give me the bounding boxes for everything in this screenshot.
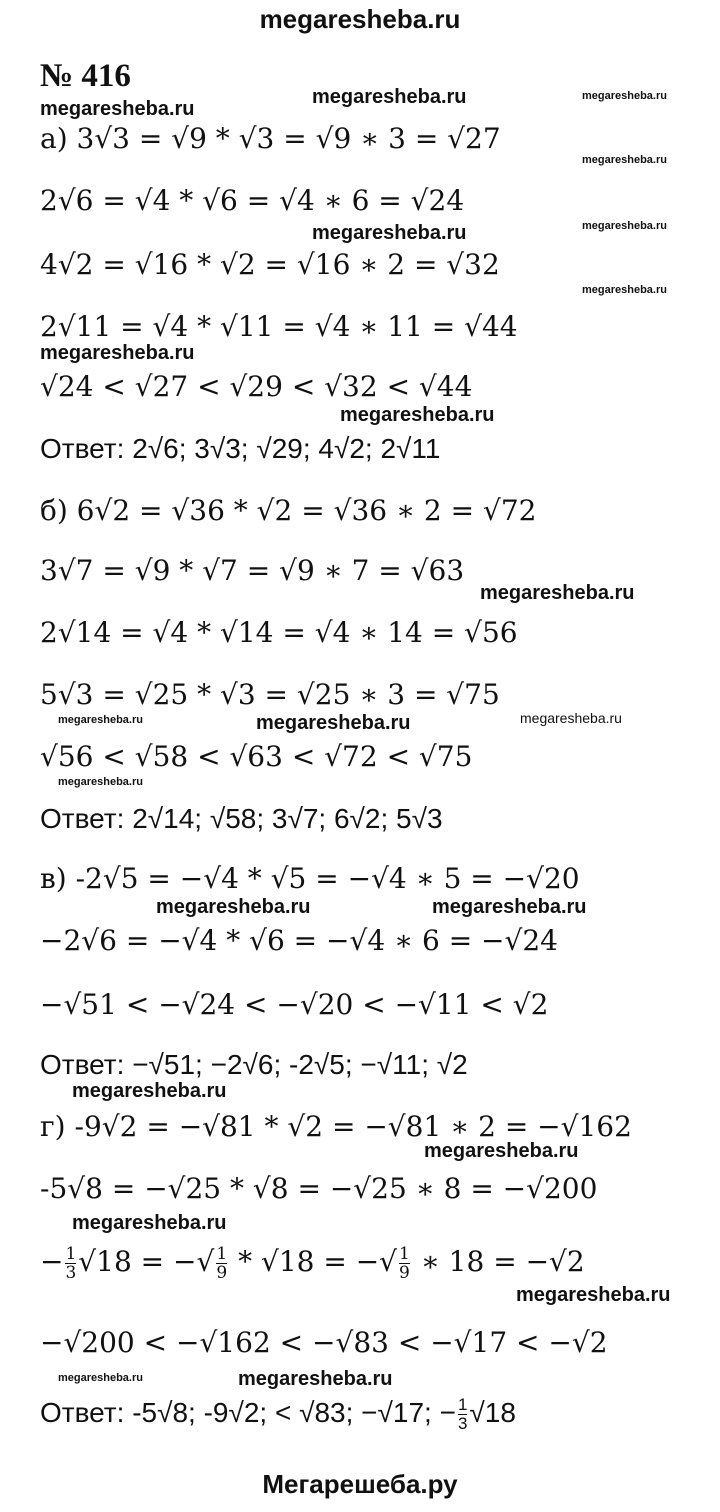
- watermark: megaresheba.ru: [256, 712, 411, 734]
- watermark: megaresheba.ru: [312, 86, 467, 108]
- watermark: megaresheba.ru: [582, 90, 667, 102]
- solution-line: √56 < √58 < √63 < √72 < √75: [40, 740, 473, 773]
- watermark: megaresheba.ru: [312, 222, 467, 244]
- site-header: megaresheba.ru: [259, 4, 461, 34]
- solution-line: в) -2√5 = −√4 * √5 = −√4 ∗ 5 = −√20: [40, 862, 580, 895]
- watermark: megaresheba.ru: [516, 1284, 671, 1306]
- watermark: megaresheba.ru: [58, 714, 143, 726]
- fraction: $\frac{1}{9}$: [216, 1244, 228, 1283]
- watermark: megaresheba.ru: [582, 284, 667, 296]
- solution-line: √24 < √27 < √29 < √32 < √44: [40, 370, 473, 403]
- answer-line: Ответ: 2√6; 3√3; √29; 4√2; 2√11: [40, 433, 441, 464]
- answer-line: Ответ: −√51; −2√6; -2√5; −√11; √2: [40, 1049, 468, 1080]
- fraction: $\frac{1}{3}$: [457, 1395, 468, 1434]
- watermark: megaresheba.ru: [40, 342, 195, 364]
- solution-line: г) -9√2 = −√81 * √2 = −√81 ∗ 2 = −√162: [40, 1110, 632, 1143]
- watermark: megaresheba.ru: [520, 710, 622, 726]
- solution-line: 2√11 = √4 * √11 = √4 ∗ 11 = √44: [40, 310, 518, 343]
- watermark: megaresheba.ru: [432, 896, 587, 918]
- solution-line: а) 3√3 = √9 * √3 = √9 ∗ 3 = √27: [40, 122, 501, 155]
- answer-line: Ответ: 2√14; √58; 3√7; 6√2; 5√3: [40, 803, 443, 834]
- watermark: megaresheba.ru: [58, 776, 143, 788]
- fraction: $\frac{1}{3}$: [65, 1244, 77, 1283]
- watermark: megaresheba.ru: [480, 582, 635, 604]
- watermark: megaresheba.ru: [340, 404, 495, 426]
- watermark: megaresheba.ru: [58, 1372, 143, 1384]
- solution-line: 4√2 = √16 * √2 = √16 ∗ 2 = √32: [40, 248, 500, 281]
- watermark: megaresheba.ru: [156, 896, 311, 918]
- watermark: megaresheba.ru: [582, 154, 667, 166]
- fraction: $\frac{1}{9}$: [399, 1244, 410, 1283]
- site-footer: Мегарешеба.ру: [262, 1469, 458, 1499]
- watermark: megaresheba.ru: [238, 1368, 393, 1390]
- solution-line: 3√7 = √9 * √7 = √9 ∗ 7 = √63: [40, 554, 465, 587]
- solution-line: б) 6√2 = √36 * √2 = √36 ∗ 2 = √72: [40, 494, 537, 527]
- solution-line: 2√14 = √4 * √14 = √4 ∗ 14 = √56: [40, 616, 518, 649]
- watermark: megaresheba.ru: [40, 98, 195, 120]
- solution-line: 5√3 = √25 * √3 = √25 ∗ 3 = √75: [40, 678, 500, 711]
- solution-line: −√51 < −√24 < −√20 < −√11 < √2: [40, 988, 549, 1021]
- watermark: megaresheba.ru: [72, 1212, 227, 1234]
- watermark: megaresheba.ru: [582, 220, 667, 232]
- watermark: megaresheba.ru: [72, 1080, 227, 1102]
- solution-line: −2√6 = −√4 * √6 = −√4 ∗ 6 = −√24: [40, 924, 558, 957]
- solution-line: −√200 < −√162 < −√83 < −√17 < −√2: [40, 1326, 608, 1359]
- watermark: megaresheba.ru: [424, 1140, 579, 1162]
- solution-line: -5√8 = −√25 * √8 = −√25 ∗ 8 = −√200: [40, 1172, 598, 1205]
- answer-line: Ответ: -5√8; -9√2; < √83; −√17; − $\frac{1}{3}$ √18: [40, 1395, 516, 1434]
- problem-number: № 416: [40, 58, 131, 94]
- fraction-line: − $\frac{1}{3}$ √18 = −√ $\frac{1}{9}$ * √18 = −√ $\frac{1}{9}$ ∗ 18 = −√2: [40, 1244, 585, 1283]
- solution-line: 2√6 = √4 * √6 = √4 ∗ 6 = √24: [40, 184, 465, 217]
